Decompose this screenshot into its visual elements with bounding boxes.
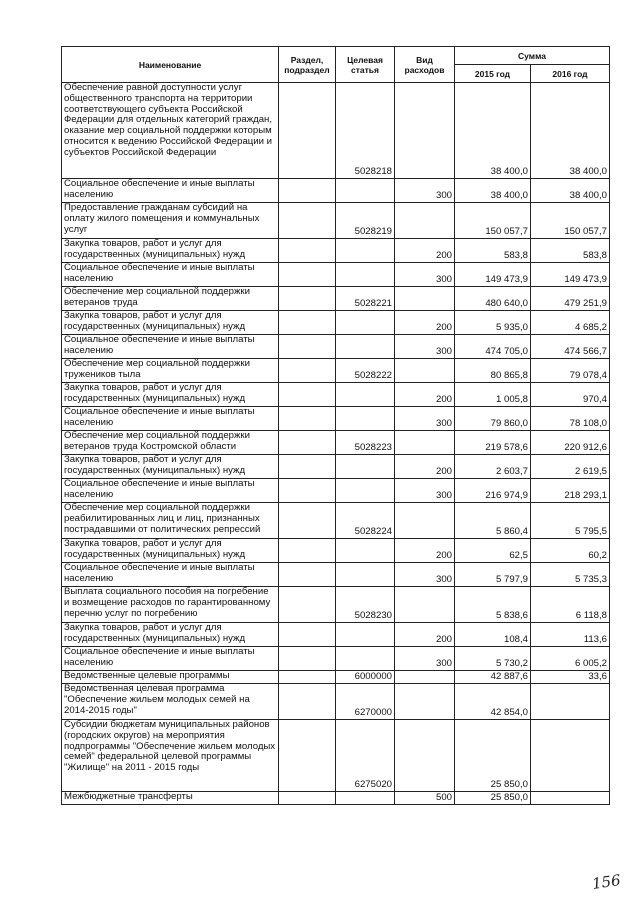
row-amount-2015: 79 860,0: [455, 407, 531, 431]
row-target-code: 5028222: [336, 359, 395, 383]
row-target-code: 6000000: [336, 671, 395, 684]
table-row: [62, 359, 610, 383]
row-target-code: [336, 455, 395, 479]
row-name: Обеспечение мер социальной поддержки ветеранов труда Костромской области: [62, 431, 279, 455]
row-amount-2016: 4 685,2: [531, 311, 610, 335]
table-row: [62, 431, 610, 455]
row-amount-2015: 216 974,9: [455, 479, 531, 503]
row-amount-2016: 2 619,5: [531, 455, 610, 479]
row-section: [279, 647, 336, 671]
row-target-code: [336, 647, 395, 671]
col-header-sum: Сумма: [455, 47, 610, 65]
row-amount-2015: 150 057,7: [455, 203, 531, 239]
row-name: Обеспечение равной доступности услуг общественного транспорта на территории соответствующего субъекта Российской Федерации для отдельных категорий граждан, оказание мер социальной поддержки которым относится к ведению Российской Федерации и субъектов Российской Федерации: [62, 83, 279, 179]
table-row: [62, 311, 610, 335]
row-name: Социальное обеспечение и иные выплаты населению: [62, 263, 279, 287]
row-name: Субсидии бюджетам муниципальных районов (городских округов) на мероприятия подпрограммы "Обеспечение жильем молодых семей" федеральной целевой программы "Жилище" на 2011 - 2015 годы: [62, 720, 279, 792]
row-name: Межбюджетные трансферты: [62, 792, 279, 805]
row-amount-2016: 6 005,2: [531, 647, 610, 671]
row-amount-2016: 38 400,0: [531, 179, 610, 203]
row-name: Социальное обеспечение и иные выплаты населению: [62, 647, 279, 671]
row-expense-kind: [395, 671, 455, 684]
row-amount-2016: 79 078,4: [531, 359, 610, 383]
row-target-code: 5028219: [336, 203, 395, 239]
row-expense-kind: 300: [395, 563, 455, 587]
row-target-code: 5028218: [336, 83, 395, 179]
row-target-code: 5028230: [336, 587, 395, 623]
table-row: [62, 647, 610, 671]
row-name: Обеспечение мер социальной поддержки тружеников тыла: [62, 359, 279, 383]
row-name: Обеспечение мер социальной поддержки реабилитированных лиц и лиц, признанных пострадавшими от политических репрессий: [62, 503, 279, 539]
col-header-kind: Вид расходов: [395, 47, 455, 83]
row-target-code: 5028224: [336, 503, 395, 539]
row-section: [279, 623, 336, 647]
table-row: [62, 383, 610, 407]
row-amount-2015: 480 640,0: [455, 287, 531, 311]
row-name: Закупка товаров, работ и услуг для государственных (муниципальных) нужд: [62, 239, 279, 263]
row-amount-2016: 60,2: [531, 539, 610, 563]
row-amount-2016: [531, 720, 610, 792]
row-expense-kind: 200: [395, 623, 455, 647]
row-expense-kind: [395, 431, 455, 455]
row-amount-2015: 5 935,0: [455, 311, 531, 335]
row-section: [279, 503, 336, 539]
row-section: [279, 479, 336, 503]
row-section: [279, 407, 336, 431]
row-section: [279, 239, 336, 263]
table-row: [62, 407, 610, 431]
table-row: [62, 720, 610, 792]
row-target-code: [336, 383, 395, 407]
row-target-code: [336, 335, 395, 359]
row-target-code: [336, 263, 395, 287]
row-expense-kind: 300: [395, 263, 455, 287]
row-amount-2015: 219 578,6: [455, 431, 531, 455]
row-target-code: 5028223: [336, 431, 395, 455]
row-target-code: [336, 792, 395, 805]
table-row: [62, 83, 610, 179]
table-row: [62, 623, 610, 647]
row-amount-2015: 42 887,6: [455, 671, 531, 684]
row-expense-kind: [395, 359, 455, 383]
row-amount-2015: 80 865,8: [455, 359, 531, 383]
row-section: [279, 359, 336, 383]
row-amount-2015: 62,5: [455, 539, 531, 563]
table-row: [62, 287, 610, 311]
row-section: [279, 539, 336, 563]
row-section: [279, 563, 336, 587]
row-amount-2015: 108,4: [455, 623, 531, 647]
row-amount-2016: 970,4: [531, 383, 610, 407]
row-amount-2015: 2 603,7: [455, 455, 531, 479]
row-amount-2016: 474 566,7: [531, 335, 610, 359]
row-name: Ведомственные целевые программы: [62, 671, 279, 684]
row-name: Социальное обеспечение и иные выплаты населению: [62, 479, 279, 503]
row-name: Ведомственная целевая программа "Обеспечение жильем молодых семей на 2014-2015 годы": [62, 684, 279, 720]
row-expense-kind: 300: [395, 335, 455, 359]
row-name: Закупка товаров, работ и услуг для государственных (муниципальных) нужд: [62, 311, 279, 335]
row-amount-2015: 1 005,8: [455, 383, 531, 407]
row-amount-2016: 479 251,9: [531, 287, 610, 311]
col-header-2016: 2016 год: [531, 65, 610, 83]
row-name: Социальное обеспечение и иные выплаты населению: [62, 179, 279, 203]
row-expense-kind: [395, 587, 455, 623]
budget-table: [61, 46, 610, 805]
col-header-2015: 2015 год: [455, 65, 531, 83]
table-row: [62, 479, 610, 503]
row-amount-2016: 218 293,1: [531, 479, 610, 503]
row-target-code: 6270000: [336, 684, 395, 720]
row-amount-2016: 5 795,5: [531, 503, 610, 539]
row-amount-2016: 38 400,0: [531, 83, 610, 179]
table-row: [62, 455, 610, 479]
row-name: Закупка товаров, работ и услуг для государственных (муниципальных) нужд: [62, 383, 279, 407]
row-target-code: [336, 311, 395, 335]
row-name: Социальное обеспечение и иные выплаты населению: [62, 335, 279, 359]
row-amount-2015: 5 860,4: [455, 503, 531, 539]
row-section: [279, 720, 336, 792]
row-name: Социальное обеспечение и иные выплаты населению: [62, 563, 279, 587]
row-amount-2016: 220 912,6: [531, 431, 610, 455]
row-amount-2016: 33,6: [531, 671, 610, 684]
row-amount-2015: 5 797,9: [455, 563, 531, 587]
table-row: [62, 179, 610, 203]
row-expense-kind: 300: [395, 179, 455, 203]
row-target-code: [336, 539, 395, 563]
row-amount-2016: 6 118,8: [531, 587, 610, 623]
row-name: Закупка товаров, работ и услуг для государственных (муниципальных) нужд: [62, 539, 279, 563]
row-expense-kind: 200: [395, 239, 455, 263]
table-row: [62, 587, 610, 623]
page-number: 156: [590, 871, 622, 893]
table-body: [62, 83, 610, 805]
row-expense-kind: 300: [395, 647, 455, 671]
table-row: [62, 335, 610, 359]
row-section: [279, 311, 336, 335]
row-target-code: [336, 623, 395, 647]
row-amount-2015: 149 473,9: [455, 263, 531, 287]
row-amount-2015: 42 854,0: [455, 684, 531, 720]
row-section: [279, 263, 336, 287]
row-section: [279, 179, 336, 203]
row-target-code: 5028221: [336, 287, 395, 311]
table-row: [62, 239, 610, 263]
row-section: [279, 335, 336, 359]
row-section: [279, 792, 336, 805]
row-amount-2016: [531, 684, 610, 720]
row-section: [279, 587, 336, 623]
row-expense-kind: 200: [395, 455, 455, 479]
row-section: [279, 203, 336, 239]
row-amount-2016: 150 057,7: [531, 203, 610, 239]
row-target-code: [336, 563, 395, 587]
header-row: [62, 47, 610, 65]
budget-document: [61, 46, 610, 805]
col-header-name: Наименование: [62, 47, 279, 83]
row-name: Предоставление гражданам субсидий на оплату жилого помещения и коммунальных услуг: [62, 203, 279, 239]
row-section: [279, 287, 336, 311]
row-name: Закупка товаров, работ и услуг для государственных (муниципальных) нужд: [62, 455, 279, 479]
row-target-code: [336, 407, 395, 431]
row-expense-kind: 200: [395, 311, 455, 335]
row-target-code: [336, 179, 395, 203]
table-row: [62, 684, 610, 720]
row-target-code: [336, 479, 395, 503]
row-expense-kind: [395, 287, 455, 311]
row-expense-kind: 300: [395, 479, 455, 503]
table-row: [62, 539, 610, 563]
row-amount-2016: 583,8: [531, 239, 610, 263]
row-expense-kind: 500: [395, 792, 455, 805]
row-target-code: 6275020: [336, 720, 395, 792]
table-row: [62, 671, 610, 684]
row-amount-2015: 38 400,0: [455, 179, 531, 203]
row-amount-2015: 474 705,0: [455, 335, 531, 359]
row-name: Выплата социального пособия на погребение и возмещение расходов по гарантированному перечню услуг по погребению: [62, 587, 279, 623]
row-expense-kind: [395, 720, 455, 792]
row-name: Обеспечение мер социальной поддержки ветеранов труда: [62, 287, 279, 311]
row-expense-kind: [395, 203, 455, 239]
row-expense-kind: 300: [395, 407, 455, 431]
row-amount-2016: 113,6: [531, 623, 610, 647]
col-header-target: Целевая статья: [336, 47, 395, 83]
row-amount-2015: 25 850,0: [455, 792, 531, 805]
row-expense-kind: 200: [395, 383, 455, 407]
table-row: [62, 792, 610, 805]
row-amount-2015: 5 730,2: [455, 647, 531, 671]
row-section: [279, 671, 336, 684]
row-section: [279, 83, 336, 179]
row-amount-2016: 5 735,3: [531, 563, 610, 587]
table-row: [62, 563, 610, 587]
row-expense-kind: [395, 83, 455, 179]
row-section: [279, 383, 336, 407]
row-expense-kind: [395, 684, 455, 720]
row-name: Социальное обеспечение и иные выплаты населению: [62, 407, 279, 431]
row-section: [279, 684, 336, 720]
table-row: [62, 203, 610, 239]
row-name: Закупка товаров, работ и услуг для государственных (муниципальных) нужд: [62, 623, 279, 647]
row-expense-kind: 200: [395, 539, 455, 563]
row-section: [279, 431, 336, 455]
row-amount-2016: 149 473,9: [531, 263, 610, 287]
col-header-section: Раздел, подраздел: [279, 47, 336, 83]
row-target-code: [336, 239, 395, 263]
row-amount-2015: 38 400,0: [455, 83, 531, 179]
row-amount-2016: 78 108,0: [531, 407, 610, 431]
row-amount-2015: 5 838,6: [455, 587, 531, 623]
row-amount-2016: [531, 792, 610, 805]
table-row: [62, 263, 610, 287]
row-expense-kind: [395, 503, 455, 539]
table-row: [62, 503, 610, 539]
row-section: [279, 455, 336, 479]
row-amount-2015: 25 850,0: [455, 720, 531, 792]
row-amount-2015: 583,8: [455, 239, 531, 263]
